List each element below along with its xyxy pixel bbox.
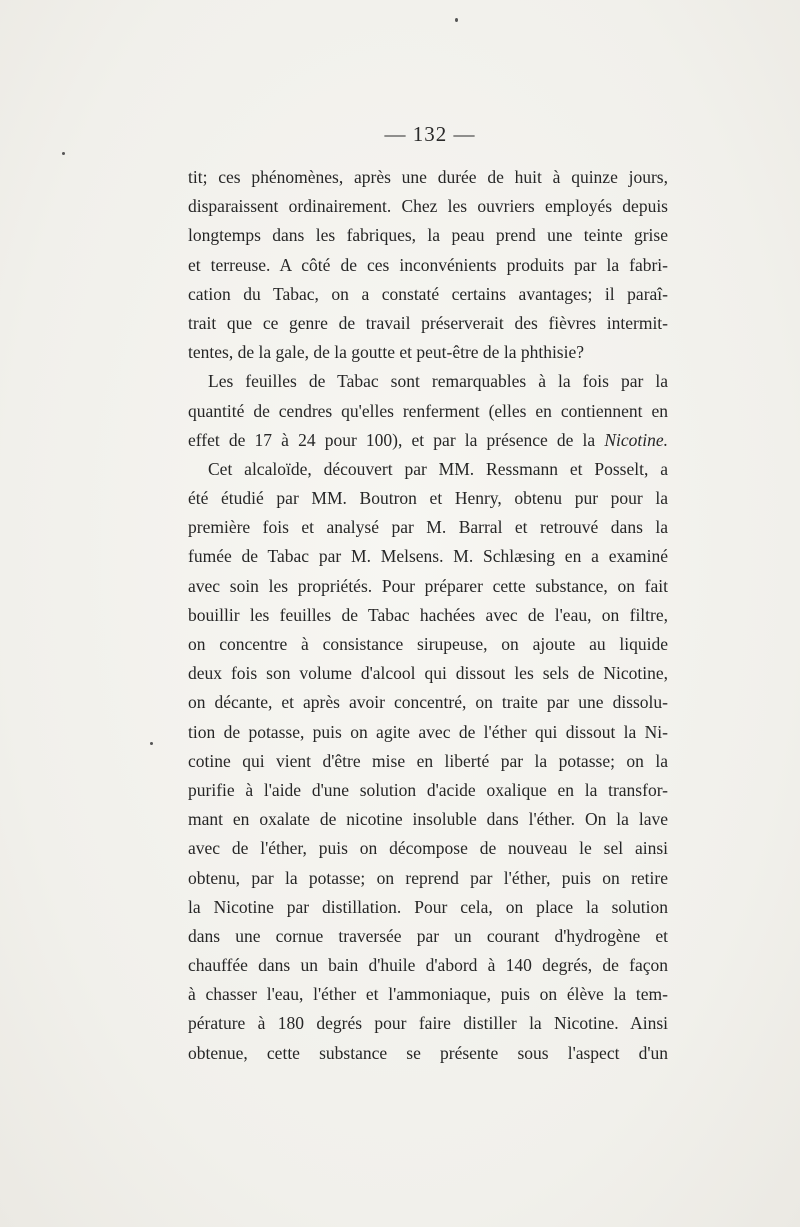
- text-line: quantité de cendres qu'elles renferment (elles en contiennent en: [188, 400, 668, 421]
- text-line: tion de potasse, puis on agite avec de l'éther qui dissout la Ni-: [188, 721, 668, 742]
- paper-speck: [62, 152, 65, 155]
- paper-speck: [150, 742, 153, 745]
- text-line: mant en oxalate de nicotine insoluble dans l'éther. On la lave: [188, 809, 668, 830]
- text-line: dans une cornue traversée par un courant d'hydrogène et: [188, 925, 668, 946]
- text-line: première fois et analysé par M. Barral et retrouvé dans la: [188, 517, 668, 538]
- page-number: — 132 —: [384, 122, 476, 146]
- text-line: on concentre à consistance sirupeuse, on ajoute au liquide: [188, 634, 668, 654]
- text-line: bouillir les feuilles de Tabac hachées avec de l'eau, on filtre,: [188, 604, 668, 625]
- text-line: obtenu, par la potasse; on reprend par l'éther, puis on retire: [188, 867, 668, 888]
- text-line: été étudié par MM. Boutron et Henry, obtenu pur pour la: [188, 488, 668, 509]
- text-line: longtemps dans les fabriques, la peau prend une teinte grise: [188, 225, 668, 246]
- text-line: Les feuilles de Tabac sont remarquables à la fois par la: [208, 371, 668, 392]
- text-line: cation du Tabac, on a constaté certains avantages; il paraî-: [188, 283, 668, 304]
- text-line: avec de l'éther, puis on décompose de nouveau le sel ainsi: [188, 838, 668, 859]
- text-line: avec soin les propriétés. Pour préparer cette substance, on fait: [188, 575, 668, 596]
- text-line: la Nicotine par distillation. Pour cela, on place la solution: [188, 896, 668, 917]
- text-line: fumée de Tabac par M. Melsens. M. Schlæsing en a examiné: [188, 546, 668, 567]
- text-line: on décante, et après avoir concentré, on traite par une dissolu-: [188, 692, 668, 713]
- text-line: cotine qui vient d'être mise en liberté par la potasse; on la: [188, 750, 668, 771]
- italic-term: Nicotine.: [604, 429, 668, 450]
- text-segment: effet de 17 à 24 pour 100), et par la présence de la: [188, 429, 596, 450]
- text-line: deux fois son volume d'alcool qui dissout les sels de Nicotine,: [188, 663, 668, 684]
- text-line: purifie à l'aide d'une solution d'acide oxalique en la transfor-: [188, 779, 668, 800]
- text-line: chauffée dans un bain d'huile d'abord à 140 degrés, de façon: [188, 955, 668, 976]
- body-text: [188, 163, 668, 1068]
- text-line: à chasser l'eau, l'éther et l'ammoniaque, puis on élève la tem-: [188, 984, 668, 1005]
- text-line: tentes, de la gale, de la goutte et peut-être de la phthisie?: [188, 342, 585, 363]
- text-line: tit; ces phénomènes, après une durée de huit à quinze jours,: [188, 167, 668, 187]
- text-line: obtenue, cette substance se présente sous l'aspect d'un: [188, 1042, 668, 1063]
- text-line: pérature à 180 degrés pour faire distiller la Nicotine. Ainsi: [188, 1013, 668, 1034]
- text-line: disparaissent ordinairement. Chez les ouvriers employés depuis: [188, 196, 668, 217]
- text-line: Cet alcaloïde, découvert par MM. Ressmann et Posselt, a: [208, 458, 668, 479]
- text-line-with-italic: [188, 426, 668, 455]
- paper-speck: [455, 18, 458, 22]
- text-line: trait que ce genre de travail préserverait des fièvres intermit-: [188, 312, 668, 333]
- text-line: et terreuse. A côté de ces inconvénients produits par la fabri-: [188, 254, 668, 275]
